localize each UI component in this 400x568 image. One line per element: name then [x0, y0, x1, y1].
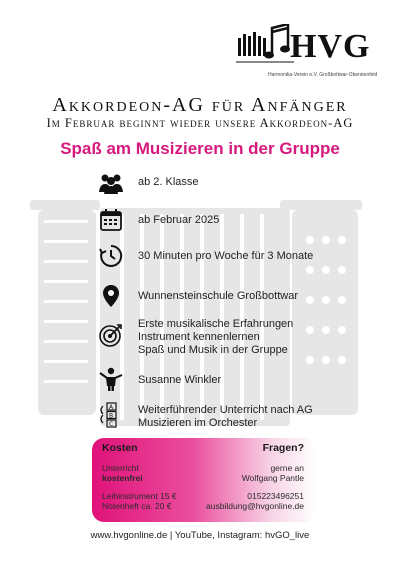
people-icon — [98, 170, 124, 196]
svg-text:C: C — [109, 421, 114, 428]
page-subtitle: Im Februar beginnt wieder unsere Akkordeon-AG — [46, 116, 354, 130]
info-text-location: Wunnensteinschule Großbottwar — [138, 290, 298, 302]
info-text-teacher: Susanne Winkler — [138, 374, 222, 386]
info-text-continuation-1: Weiterführender Unterricht nach AG — [138, 404, 313, 416]
info-text-goal-2: Instrument kennenlernen — [138, 331, 260, 343]
hvg-logo — [236, 24, 376, 82]
rental-price: Leihinstrument 15 € — [102, 491, 177, 501]
lesson-label: Unterricht — [102, 463, 139, 473]
info-text-start: ab Februar 2025 — [138, 214, 220, 226]
info-text-goal-3: Spaß und Musik in der Gruppe — [138, 344, 288, 356]
footer-links[interactable]: www.hvgonline.de | YouTube, Instagram: hvGO_live — [90, 530, 310, 541]
clock-icon — [98, 243, 124, 269]
info-text-grade: ab 2. Klasse — [138, 176, 199, 188]
costs-heading: Kosten — [102, 442, 138, 454]
contact-name: Wolfgang Pantle — [241, 473, 304, 483]
accordion-note-logo-icon — [236, 24, 296, 74]
location-pin-icon — [98, 283, 124, 309]
contact-phone[interactable]: 015223496251 — [247, 491, 304, 501]
target-icon — [98, 322, 124, 348]
calendar-icon — [98, 207, 124, 233]
info-text-goal-1: Erste musikalische Erfahrungen — [138, 318, 294, 330]
abc-steps-icon — [98, 402, 124, 428]
page-title: Akkordeon-AG für Anfänger — [52, 94, 348, 116]
cost-contact-box — [92, 438, 316, 522]
logo-subtitle: Harmonika-Verein e.V. Großbottwar-Oberstenfeld — [268, 72, 378, 78]
svg-text:B: B — [109, 412, 114, 420]
info-text-continuation-2: Musizieren im Orchester — [138, 417, 258, 429]
contact-intro: gerne an — [270, 463, 304, 473]
lesson-value: kostenfrei — [102, 473, 143, 483]
booklet-price: Notenheft ca. 20 € — [102, 501, 172, 511]
svg-text:A: A — [109, 404, 114, 411]
contact-email[interactable]: ausbildung@hvgonline.de — [206, 501, 304, 511]
info-text-duration: 30 Minuten pro Woche für 3 Monate — [138, 250, 314, 262]
questions-heading: Fragen? — [262, 442, 304, 454]
headline: Spaß am Musizieren in der Gruppe — [60, 139, 340, 158]
conductor-icon — [98, 366, 124, 392]
logo-text: HVG — [290, 28, 371, 65]
